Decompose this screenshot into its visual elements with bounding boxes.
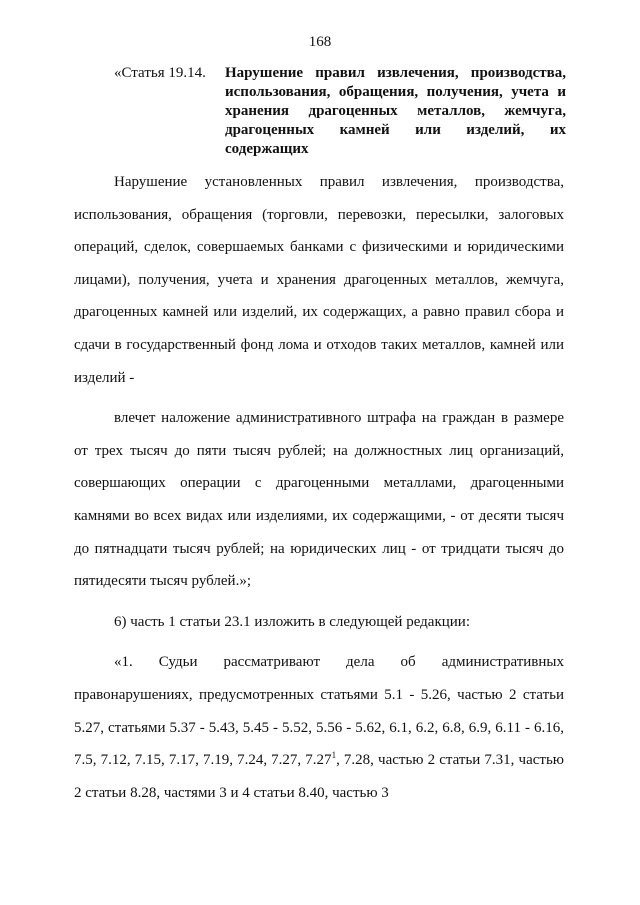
page-number: 168 xyxy=(308,34,332,50)
document-body xyxy=(74,166,564,817)
paragraph-penalty: влечет наложение административного штрафа на граждан в размере от трех тысяч до пяти тысяч рублей; на должностных лиц организаций, совершающих операции с драгоценными металлами, драгоценными камнями во всех видах или изделиями, их содержащими, - от десяти тысяч до пятнадцати тысяч рублей; на юридических лиц - от тридцати тысяч до пятидесяти тысяч рублей.»; xyxy=(74,410,564,590)
paragraph-judges-text-a: «1. Судьи рассматривают дела об административных правонарушениях, предусмотренных статьями 5.1 - 5.26, частью 2 статьи 5.27, статьями 5.37 - 5.43, 5.45 - 5.52, 5.56 - 5.62, 6.1, 6.2, 6.8, 6.9, 6.11 - 6.16, 7.5, 7.12, 7.15, 7.17, 7.19, 7.24, 7.27, 7.27 xyxy=(74,654,564,769)
paragraph-judges-text-b: , 7.28, частью 2 статьи 7.31, частью 2 статьи 8.28, частями 3 и 4 статьи 8.40, частью 3 xyxy=(74,752,565,801)
article-heading xyxy=(114,64,566,159)
article-title: Нарушение правил извлечения, производства, использования, обращения, получения, учета и хранения драгоценных металлов, жемчуга, драгоценных камней или изделий, их содержащих xyxy=(225,65,566,157)
superscript: 1 xyxy=(331,750,337,761)
paragraph-amendment: 6) часть 1 статьи 23.1 изложить в следующей редакции: xyxy=(114,613,470,630)
article-label: «Статья 19.14. xyxy=(114,65,206,81)
paragraph-violation: Нарушение установленных правил извлечения, производства, использования, обращения (торговли, перевозки, пересылки, залоговых операций, сделок, совершаемых банками с физическими и юридическими лицами), получения, учета и хранения драгоценных металлов, жемчуга, драгоценных камней или изделий, их содержащих, а равно правил сбора и сдачи в государственный фонд лома и отходов таких металлов, камней или изделий - xyxy=(74,174,564,386)
paragraph-judges xyxy=(74,646,564,809)
